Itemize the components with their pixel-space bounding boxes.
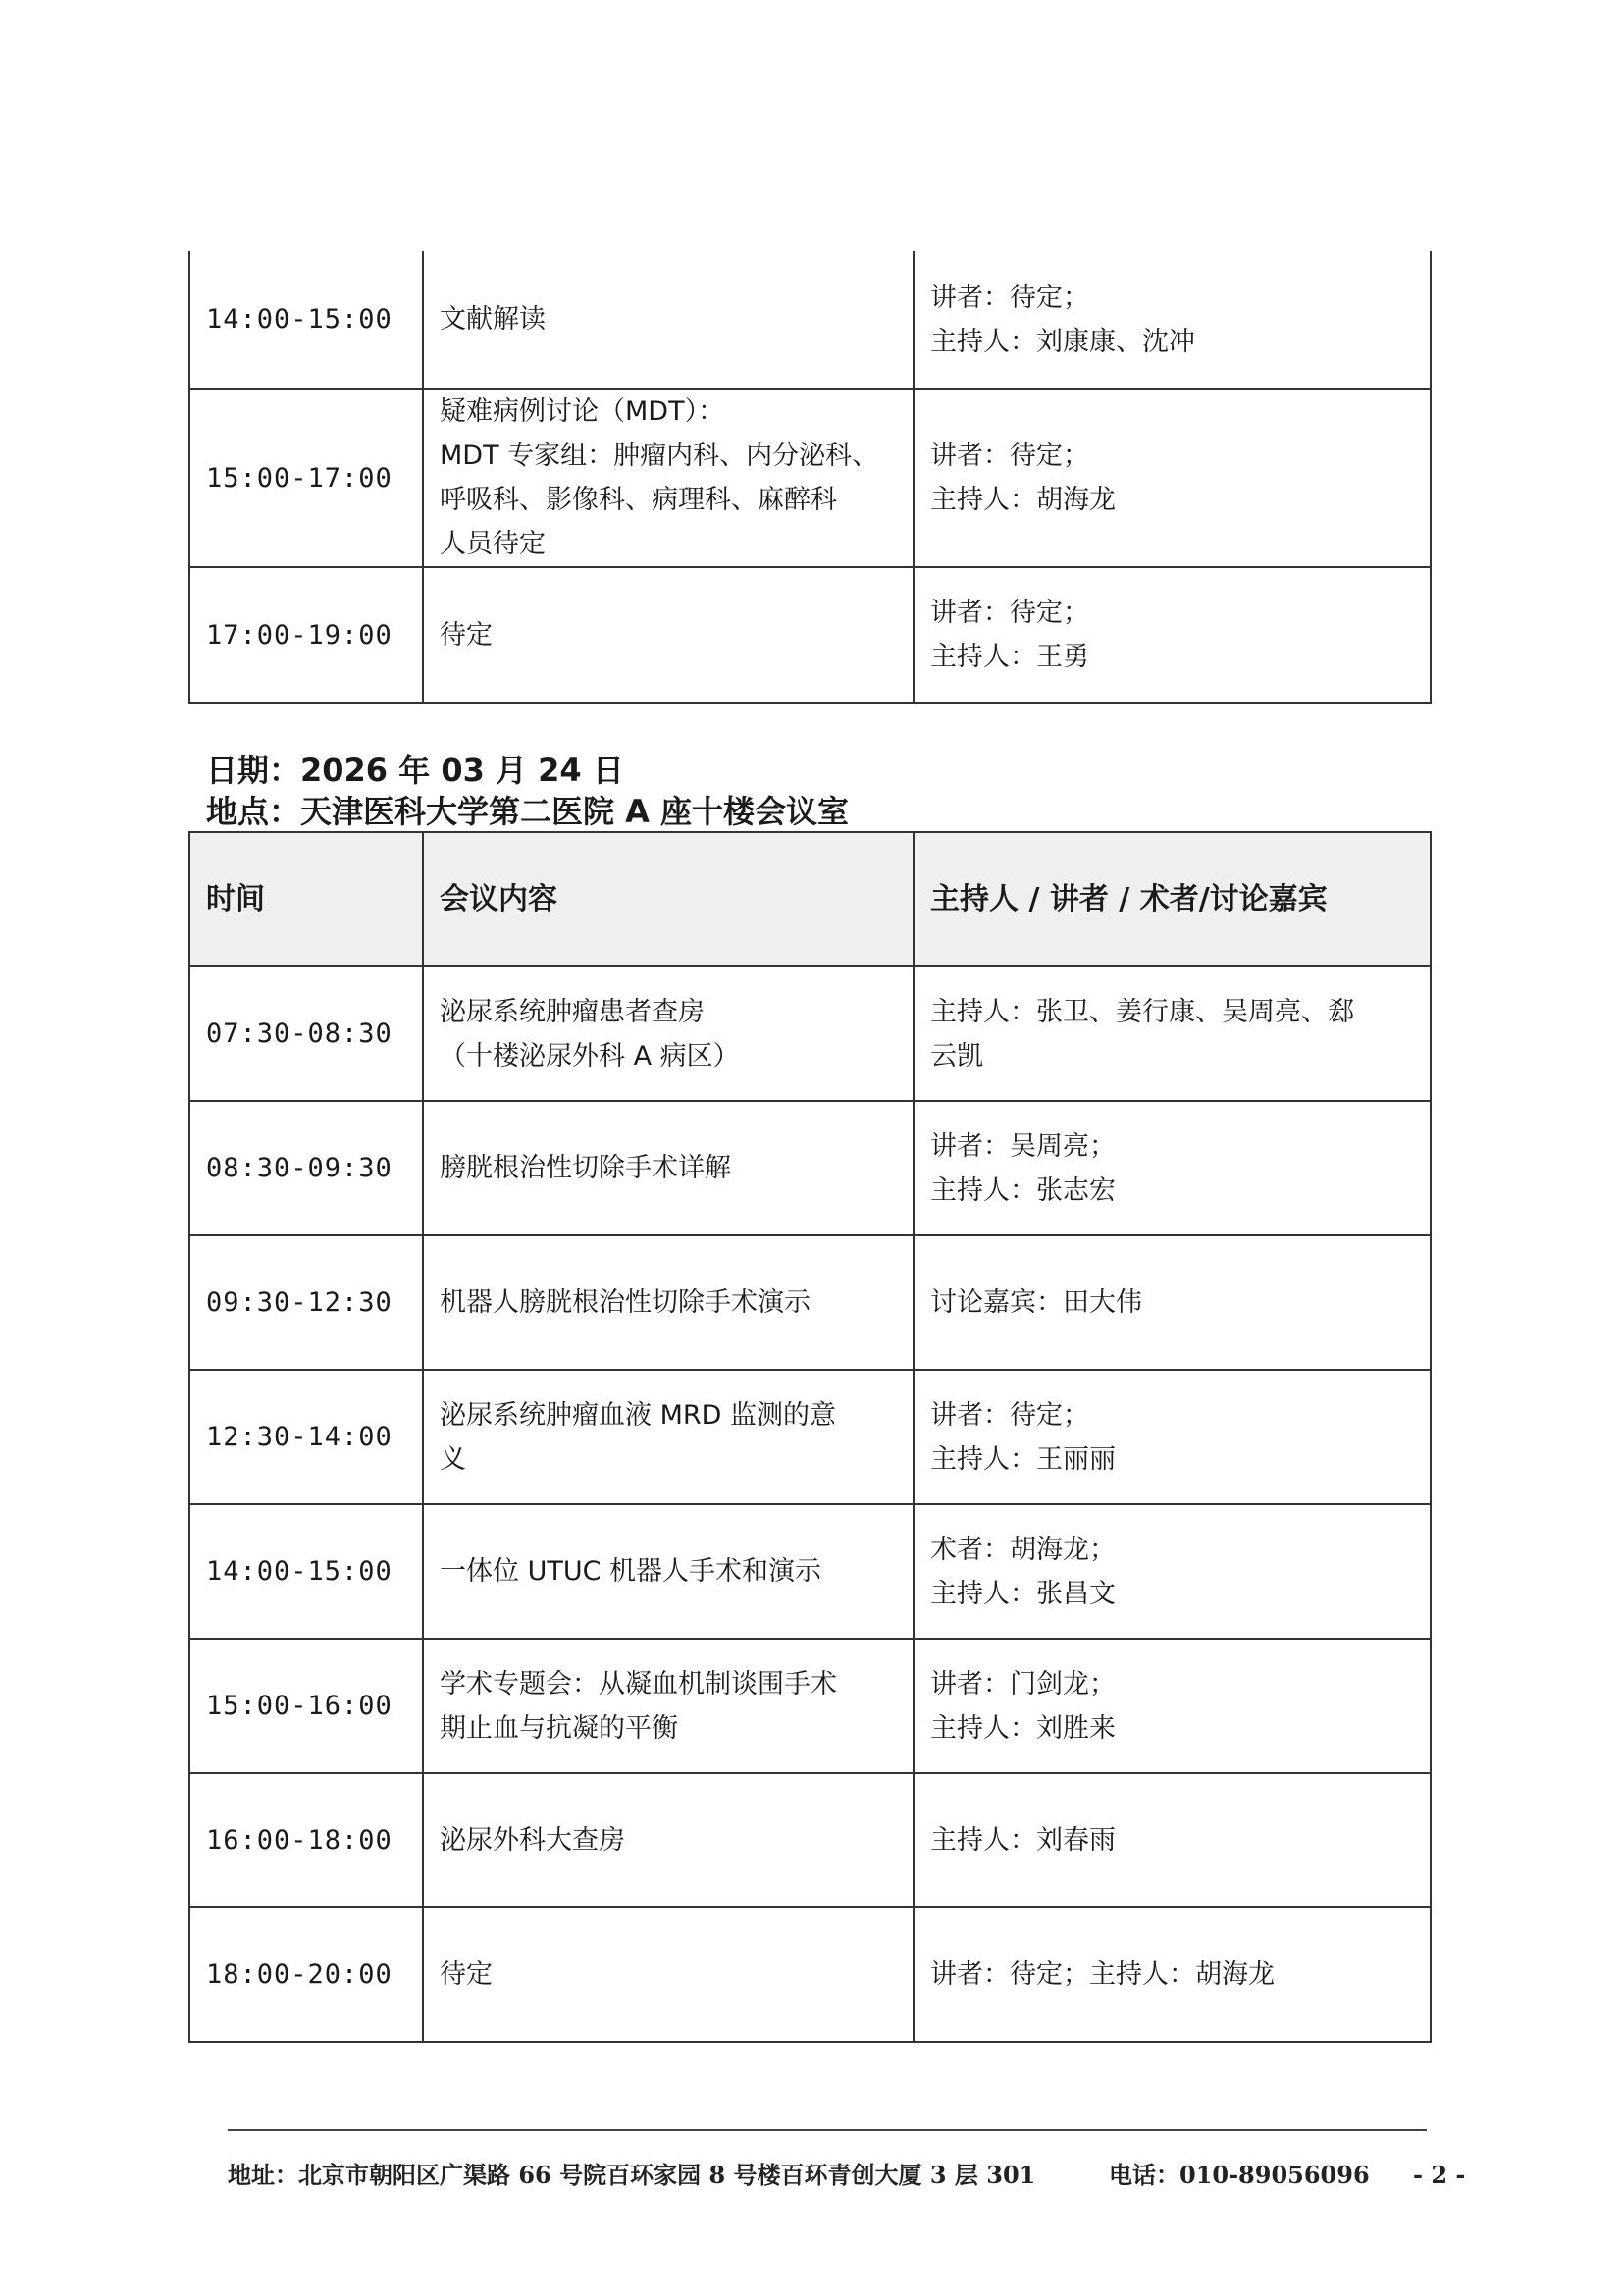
- table-row: [189, 251, 1431, 389]
- people-cell: [914, 1907, 1431, 2042]
- people-cell: [914, 251, 1431, 389]
- content-line: 文献解读: [440, 304, 546, 335]
- content-cell: [423, 567, 914, 703]
- content-cell: [423, 1235, 914, 1370]
- people-cell: [914, 389, 1431, 567]
- content-line: 呼吸科、影像科、病理科、麻醉科: [440, 485, 837, 515]
- content-cell: [423, 1370, 914, 1504]
- header-people: 主持人 / 讲者 / 术者/讨论嘉宾: [914, 832, 1431, 966]
- people-line: 讲者：吴周亮；: [930, 1130, 1116, 1162]
- content-cell: [423, 1907, 914, 2042]
- content-line: 学术专题会：从凝血机制谈围手术: [440, 1668, 837, 1699]
- people-cell: [914, 1639, 1431, 1773]
- content-line: 待定: [440, 1959, 493, 1990]
- people-line: 讲者：待定；: [930, 598, 1089, 628]
- people-line: 术者：胡海龙；: [930, 1534, 1116, 1565]
- content-line: 人员待定: [440, 529, 546, 559]
- table-row: [189, 1773, 1431, 1907]
- people-cell: [914, 1370, 1431, 1504]
- people-line: 主持人：张志宏: [930, 1174, 1116, 1206]
- people-line: 主持人：张昌文: [930, 1578, 1116, 1609]
- schedule-table: [188, 831, 1432, 2043]
- time-cell: 14:00-15:00: [189, 1504, 423, 1639]
- table-row: [189, 1504, 1431, 1639]
- content-cell: [423, 966, 914, 1101]
- content-line: 膀胱根治性切除手术详解: [440, 1153, 731, 1183]
- time-cell: 16:00-18:00: [189, 1773, 423, 1907]
- time-cell: 17:00-19:00: [189, 567, 423, 703]
- content-line: 一体位 UTUC 机器人手术和演示: [440, 1556, 822, 1587]
- people-line: 讲者：待定；: [930, 1399, 1089, 1431]
- content-line: 疑难病例讨论（MDT）：: [440, 396, 725, 427]
- schedule-table-continued-body: [189, 251, 1431, 703]
- people-cell: [914, 1101, 1431, 1235]
- header-content: 会议内容: [423, 832, 914, 966]
- session-location: 地点：天津医科大学第二医院 A 座十楼会议室: [206, 793, 850, 830]
- table-row: [189, 1907, 1431, 2042]
- table-row: [189, 567, 1431, 703]
- content-cell: [423, 1639, 914, 1773]
- people-line: 主持人：王丽丽: [930, 1443, 1116, 1475]
- header-row: [189, 832, 1431, 966]
- time-cell: 14:00-15:00: [189, 251, 423, 389]
- people-line: 主持人：刘康康、沈冲: [930, 326, 1195, 357]
- people-cell: [914, 1504, 1431, 1639]
- time-cell: 07:30-08:30: [189, 966, 423, 1101]
- content-cell: [423, 389, 914, 567]
- people-line: 讲者：门剑龙；: [930, 1668, 1116, 1699]
- people-cell: [914, 1235, 1431, 1370]
- page-number: - 2 -: [1413, 2161, 1466, 2189]
- people-line: 云凯: [930, 1040, 983, 1071]
- people-line: 讲者：待定；: [930, 441, 1089, 471]
- people-cell: [914, 1773, 1431, 1907]
- content-cell: [423, 1101, 914, 1235]
- content-line: MDT 专家组：肿瘤内科、内分泌科、: [440, 441, 879, 471]
- content-line: 期止血与抗凝的平衡: [440, 1712, 678, 1744]
- schedule-table-header: [189, 832, 1431, 966]
- people-cell: [914, 966, 1431, 1101]
- table-row: [189, 1235, 1431, 1370]
- content-cell: [423, 1504, 914, 1639]
- people-line: 讲者：待定；: [930, 282, 1089, 313]
- content-line: 机器人膀胱根治性切除手术演示: [440, 1287, 811, 1318]
- time-cell: 15:00-17:00: [189, 389, 423, 567]
- content-line: 泌尿系统肿瘤血液 MRD 监测的意: [440, 1399, 837, 1431]
- people-line: 讨论嘉宾：田大伟: [930, 1287, 1142, 1318]
- people-line: 主持人：胡海龙: [930, 485, 1116, 515]
- content-line: （十楼泌尿外科 A 病区）: [440, 1040, 740, 1071]
- table-row: [189, 1639, 1431, 1773]
- people-line: 主持人：张卫、姜行康、吴周亮、郄: [930, 996, 1354, 1027]
- content-cell: [423, 251, 914, 389]
- content-line: 待定: [440, 619, 493, 651]
- schedule-table-continued: [188, 251, 1432, 704]
- schedule-table-body: [189, 966, 1431, 2042]
- time-cell: 12:30-14:00: [189, 1370, 423, 1504]
- table-row: [189, 1370, 1431, 1504]
- content-cell: [423, 1773, 914, 1907]
- header-time: 时间: [189, 832, 423, 966]
- people-cell: [914, 567, 1431, 703]
- table-row: [189, 389, 1431, 567]
- table-row: [189, 966, 1431, 1101]
- footer-divider: [228, 2129, 1427, 2131]
- content-line: 义: [440, 1443, 466, 1475]
- people-line: 主持人：刘春雨: [930, 1825, 1116, 1855]
- time-cell: 08:30-09:30: [189, 1101, 423, 1235]
- time-cell: 09:30-12:30: [189, 1235, 423, 1370]
- footer-phone: 电话：010-89056096: [1109, 2161, 1370, 2189]
- content-line: 泌尿系统肿瘤患者查房: [440, 996, 705, 1027]
- time-cell: 18:00-20:00: [189, 1907, 423, 2042]
- time-cell: 15:00-16:00: [189, 1639, 423, 1773]
- content-line: 泌尿外科大查房: [440, 1825, 625, 1855]
- footer-address: 地址：北京市朝阳区广渠路 66 号院百环家园 8 号楼百环青创大厦 3 层 301: [228, 2161, 1036, 2189]
- people-line: 主持人：王勇: [930, 642, 1089, 672]
- people-line: 讲者：待定；主持人：胡海龙: [930, 1959, 1275, 1990]
- table-row: [189, 1101, 1431, 1235]
- people-line: 主持人：刘胜来: [930, 1712, 1116, 1744]
- session-date: 日期：2026 年 03 月 24 日: [206, 752, 624, 789]
